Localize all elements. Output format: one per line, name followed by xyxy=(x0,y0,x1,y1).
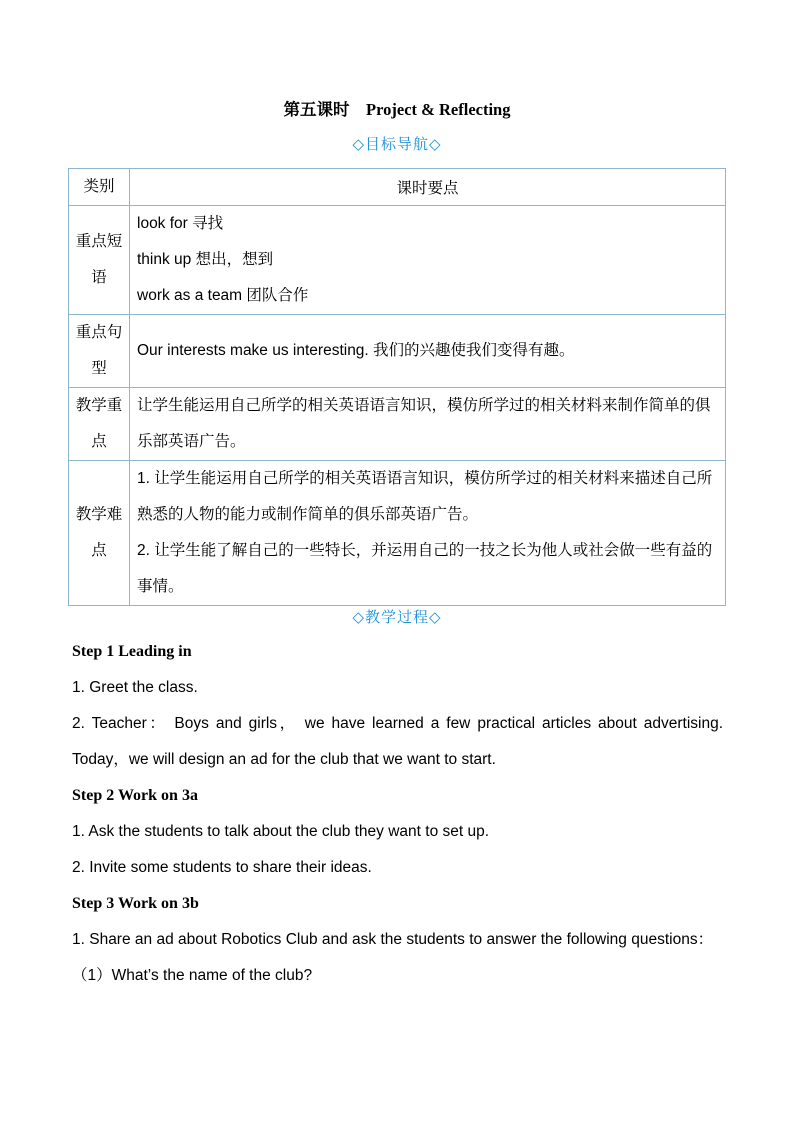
step-heading: Step 1 Leading in xyxy=(72,643,192,660)
row-content xyxy=(130,461,726,606)
content-line: work as a team 团队合作 xyxy=(137,287,309,304)
category-label: 教学难点 xyxy=(75,506,123,559)
process-paragraph: 2. Teacher： Boys and girls， we have learned a few practical articles about advertising. Today，we will design an ad for the club that we want to start. xyxy=(72,715,723,768)
process-paragraph: 2. Invite some students to share their ideas. xyxy=(72,859,372,876)
row-category xyxy=(69,315,130,388)
table-row xyxy=(69,388,726,461)
content-line: 2. 让学生能了解自己的一些特长，并运用自己的一技之长为他人或社会做一些有益的事情。 xyxy=(137,542,713,595)
table-row xyxy=(69,461,726,606)
category-label: 重点句型 xyxy=(75,324,123,377)
row-category xyxy=(69,388,130,461)
teaching-process xyxy=(72,634,723,994)
process-paragraph: （1）What’s the name of the club? xyxy=(72,967,313,984)
table-row xyxy=(69,315,726,388)
content-line: Our interests make us interesting. 我们的兴趣使我们变得有趣。 xyxy=(137,342,575,359)
content-line: look for 寻找 xyxy=(137,215,224,232)
step-heading: Step 2 Work on 3a xyxy=(72,787,198,804)
row-content xyxy=(130,388,726,461)
section-heading-goals: ◇目标导航◇ xyxy=(352,136,442,153)
category-label: 重点短语 xyxy=(75,233,123,286)
row-content xyxy=(130,206,726,315)
content-line: 1. 让学生能运用自己所学的相关英语语言知识，模仿所学过的相关材料来描述自己所熟悉的人物的能力或制作简单的俱乐部英语广告。 xyxy=(137,470,713,523)
process-paragraph: 1. Ask the students to talk about the club they want to set up. xyxy=(72,823,490,840)
page-title: 第五课时 Project & Reflecting xyxy=(283,100,511,119)
process-paragraph: 1. Greet the class. xyxy=(72,679,198,696)
content-line: think up 想出，想到 xyxy=(137,251,274,268)
section-heading-process: ◇教学过程◇ xyxy=(352,609,442,626)
content-line: 让学生能运用自己所学的相关英语语言知识，模仿所学过的相关材料来制作简单的俱乐部英语广告。 xyxy=(137,397,711,450)
category-label: 教学重点 xyxy=(75,397,123,450)
table-row xyxy=(69,206,726,315)
table-header-row xyxy=(69,169,726,206)
process-paragraph: 1. Share an ad about Robotics Club and ask the students to answer the following questions： xyxy=(72,931,714,948)
header-category: 类别 xyxy=(69,169,130,206)
step-heading: Step 3 Work on 3b xyxy=(72,895,199,912)
lesson-points-table xyxy=(68,168,726,606)
row-content xyxy=(130,315,726,388)
row-category xyxy=(69,461,130,606)
header-content: 课时要点 xyxy=(130,169,726,206)
row-category xyxy=(69,206,130,315)
